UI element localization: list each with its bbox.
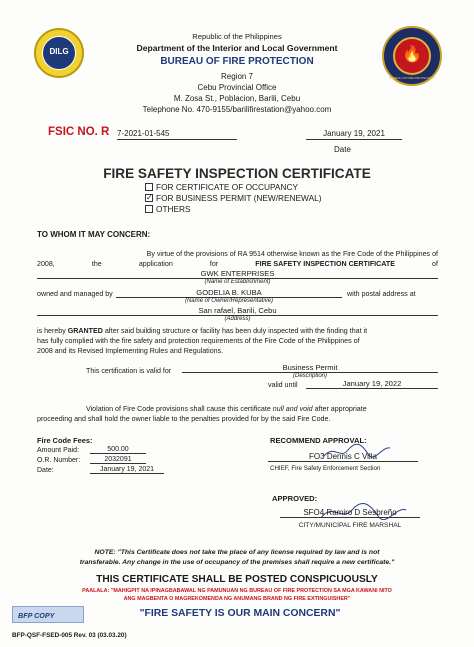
approved-name: SFO4 Ramiro D Sesbreño <box>280 508 420 518</box>
amount-label: Amount Paid: <box>37 447 80 454</box>
address-caption: (Address) <box>224 316 251 322</box>
fees-date: January 19, 2021 <box>90 466 164 474</box>
telephone-line: Telephone No. 470-9155/barilifirestation@yahoo.com <box>142 105 332 114</box>
owner-caption: (Name of Owner/Representative) <box>184 298 274 304</box>
certificate-options <box>145 182 322 215</box>
fsic-date-label: Date <box>334 145 351 154</box>
recommend-label: RECOMMEND APPROVAL: <box>270 436 367 445</box>
salutation: TO WHOM IT MAY CONCERN: <box>37 230 151 239</box>
department-line: Department of the Interior and Local Government <box>136 43 338 53</box>
valid-until-label: valid until <box>268 381 298 389</box>
flame-icon: 🔥 <box>402 46 422 63</box>
region-line: Region 7 <box>220 72 254 81</box>
motto: "FIRE SAFETY IS OUR MAIN CONCERN" <box>139 608 341 619</box>
form-code: BFP-QSF-FSED-005 Rev. 03 (03.03.20) <box>12 632 127 639</box>
valid-for: Business Permit <box>182 363 438 373</box>
valid-label: This certification is valid for <box>86 367 172 375</box>
description-caption: (Description) <box>292 373 327 379</box>
fees-title: Fire Code Fees: <box>37 436 93 445</box>
or-label: O.R. Number: <box>37 457 81 464</box>
checkbox-business-permit: ✓ <box>146 192 153 202</box>
recommend-name: FO3 Dennis C Villa <box>268 452 418 462</box>
amount-paid: 500.00 <box>90 446 146 454</box>
paalala-line1: PAALALA: "MAHIGPIT NA IPINAGBABAWAL NG PAMUNUAN NG BUREAU OF FIRE PROTECTION SA MGA KAWANI NITO <box>82 588 392 594</box>
approved-label: APPROVED: <box>272 494 318 503</box>
postal-label: with postal address at <box>347 290 416 298</box>
para2-line3: 2008 and its Revised Implementing Rules and Regulations. <box>37 347 224 355</box>
note-line1: NOTE: "This Certificate does not take the place of any license required by law and is not <box>94 549 380 556</box>
fees-date-label: Date: <box>37 467 54 474</box>
dilg-seal-text: DILG <box>49 47 69 56</box>
copy-box <box>12 606 84 623</box>
bfp-seal-text: BUREAU OF FIRE PROTECTION <box>389 76 435 80</box>
postal-address: San rafael, Barili, Cebu <box>37 306 438 316</box>
checkbox-occupancy <box>145 183 153 191</box>
note-line2: transferable. Any change in the use of occupancy of the premises shall require a new certificate." <box>79 559 395 566</box>
bureau-line: BUREAU OF FIRE PROTECTION <box>160 56 314 67</box>
fsic-date: January 19, 2021 <box>306 129 402 140</box>
recommend-position: CHIEF, Fire Safety Enforcement Section <box>270 465 381 472</box>
office-line: Cebu Provincial Office <box>197 83 277 92</box>
valid-until-date: January 19, 2022 <box>306 379 438 389</box>
paalala-line2: ANG MAGBENTA O MAGREKOMENDA NG ANUMANG BRAND NG FIRE EXTINGUISHER" <box>123 596 351 602</box>
para2-line1: is hereby GRANTED after said building structure or facility has been duly inspected with the finding that it <box>37 327 368 335</box>
establishment-name: GWK ENTERPRISES <box>37 269 438 279</box>
option-business-permit: ✓ FOR BUSINESS PERMIT (NEW/RENEWAL) <box>146 192 322 203</box>
republic-line: Republic of the Philippines <box>192 32 282 41</box>
copy-label: BFP COPY <box>18 611 55 620</box>
address-line: M. Zosa St., Poblacion, Barili, Cebu <box>173 94 301 103</box>
owned-label: owned and managed by <box>37 290 113 298</box>
approved-position: CITY/MUNICIPAL FIRE MARSHAL <box>298 522 402 529</box>
posted-notice: THIS CERTIFICATE SHALL BE POSTED CONSPICUOUSLY <box>96 574 378 585</box>
para1-line1: By virtue of the provisions of RA 9514 otherwise known as the Fire Code of the Philippines of <box>146 250 438 258</box>
establishment-caption: (Name of Establishment) <box>204 279 271 285</box>
violation-line2: proceeding and shall hold the owner liable to the penalties provided for by the said Fire Code. <box>37 415 331 423</box>
para2-line2: has fully complied with the fire safety and protection requirements of the Fire Code of the Philippines of <box>37 337 360 345</box>
certificate-title: FIRE SAFETY INSPECTION CERTIFICATE <box>103 166 371 181</box>
violation-line1: Violation of Fire Code provisions shall cause this certificate null and void after appropriate <box>86 405 367 413</box>
para1-line2: 2008, the application for FIRE SAFETY INSPECTION CERTIFICATE of <box>37 260 438 268</box>
fsic-number: 7-2021-01-545 <box>117 129 237 140</box>
fsic-label: FSIC NO. R <box>48 126 110 138</box>
or-number: 2032091 <box>90 456 146 464</box>
owner-name: GODELIA B. KUBA <box>116 288 342 298</box>
checkbox-others <box>145 205 153 213</box>
option-others: OTHERS <box>145 204 322 215</box>
option-occupancy: FOR CERTIFICATE OF OCCUPANCY <box>145 182 322 193</box>
